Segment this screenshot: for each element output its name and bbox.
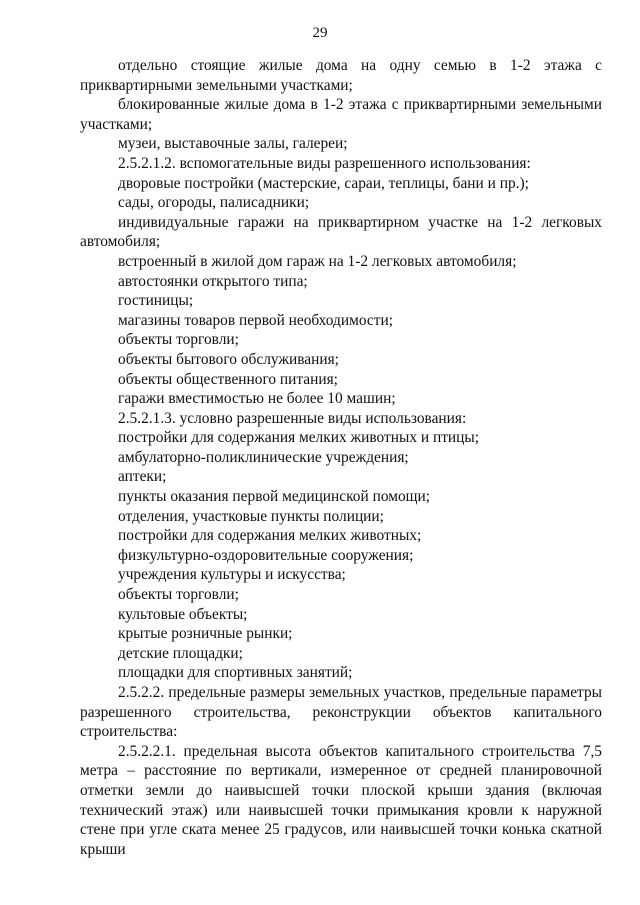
paragraph: постройки для содержания мелких животных и птицы;	[118, 429, 480, 447]
paragraph: блокированные жилые дома в 1-2 этажа с приквартирными земельными участками;	[80, 96, 602, 133]
section-heading: 2.5.2.2. предельные размеры земельных участков, предельные параметры разрешенного строительства, реконструкции объектов капитального строительства:	[80, 684, 602, 741]
paragraph: дворовые постройки (мастерские, сараи, теплицы, бани и пр.);	[118, 174, 529, 192]
paragraph: амбулаторно-поликлинические учреждения;	[118, 448, 409, 466]
paragraph: площадки для спортивных занятий;	[118, 664, 353, 682]
paragraph: объекты общественного питания;	[118, 370, 338, 388]
paragraph: объекты торговли;	[118, 586, 239, 604]
paragraph: музеи, выставочные залы, галереи;	[118, 135, 348, 153]
paragraph: детские площадки;	[118, 644, 243, 662]
paragraph: крытые розничные рынки;	[118, 625, 293, 643]
paragraph: культовые объекты;	[118, 605, 248, 623]
paragraph: встроенный в жилой дом гараж на 1-2 легковых автомобиля;	[118, 252, 517, 270]
paragraph: физкультурно-оздоровительные сооружения;	[118, 546, 414, 564]
section-heading: 2.5.2.1.2. вспомогательные виды разрешенного использования:	[118, 154, 531, 172]
paragraph: аптеки;	[118, 468, 167, 486]
paragraph: отделения, участковые пункты полиции;	[118, 507, 384, 525]
paragraph: 2.5.2.2.1. предельная высота объектов капитального строительства 7,5 метра – расстояние по вертикали, измеренное от средней планировочной отметки земли до наивысшей точки плоской крыши здания (включая технический этаж) или наивысшей точки примыкания кровли к наружной стене при угле ската менее 25 градусов, или наивысшей точки конька скатной крыши	[80, 742, 602, 858]
paragraph: объекты торговли;	[118, 331, 239, 349]
paragraph: автостоянки открытого типа;	[118, 272, 308, 290]
paragraph: гаражи вместимостью не более 10 машин;	[118, 390, 396, 408]
paragraph: магазины товаров первой необходимости;	[118, 311, 393, 329]
section-heading: 2.5.2.1.3. условно разрешенные виды использования:	[118, 409, 467, 427]
document-body	[80, 56, 602, 859]
paragraph: отдельно стоящие жилые дома на одну семью в 1-2 этажа с приквартирными земельными участками;	[80, 57, 602, 94]
paragraph: гостиницы;	[118, 292, 194, 310]
paragraph: объекты бытового обслуживания;	[118, 350, 339, 368]
paragraph: пункты оказания первой медицинской помощи;	[118, 488, 431, 506]
paragraph: учреждения культуры и искусства;	[118, 566, 346, 584]
paragraph: индивидуальные гаражи на приквартирном участке на 1-2 легковых автомобиля;	[80, 213, 602, 251]
paragraph: сады, огороды, палисадники;	[118, 194, 310, 212]
paragraph: постройки для содержания мелких животных;	[118, 527, 422, 545]
page-number: 29	[312, 25, 328, 41]
